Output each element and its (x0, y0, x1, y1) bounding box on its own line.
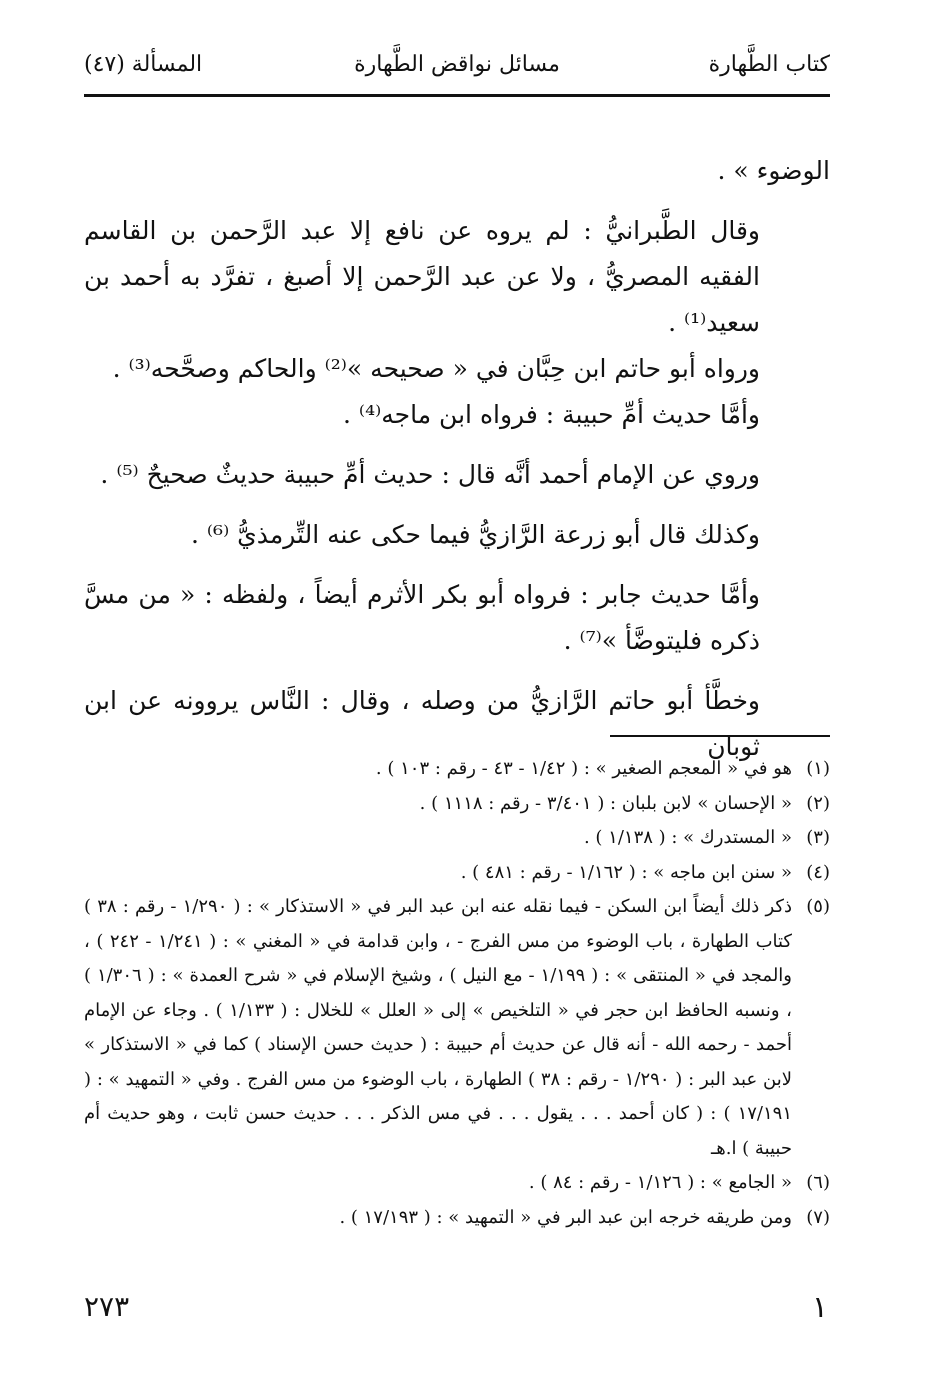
footnote (84, 752, 830, 787)
paragraph: وكذلك قال أبو زرعة الرَّازيُّ فيما حكى عنه التِّرمذيُّ ⁽⁶⁾ . (191, 520, 760, 549)
footnote (84, 890, 830, 1166)
footnote-text: ومن طريقه خرجه ابن عبد البر في « التمهيد » : ( ١٧/١٩٣ ) . (339, 1206, 792, 1228)
footnote-text: « سنن ابن ماجه » : ( ١/١٦٢ - رقم : ٤٨١ ) . (460, 861, 792, 883)
footnote-text: « الإحسان » لابن بلبان : ( ٣/٤٠١ - رقم : ١١١٨ ) . (419, 792, 792, 814)
footnote (84, 821, 830, 856)
footnote-number: (٢) (806, 792, 830, 814)
header-book-title: كتاب الطَّهارة (708, 52, 830, 77)
footnote (84, 1166, 830, 1201)
paragraph: وأمَّا حديث أمِّ حبيبة : فرواه ابن ماجه⁽⁴⁾ . (343, 400, 760, 429)
header-divider (84, 94, 830, 97)
header-chapter-title: مسائل نواقض الطَّهارة (354, 52, 560, 77)
paragraph: وقال الطَّبرانيُّ : لم يروه عن نافع إلا عبد الرَّحمن بن القاسم الفقيه المصريُّ ، ولا عن عبد الرَّحمن إلا أصبغ ، تفرَّد به أحمد بن سعيد⁽¹⁾ . (84, 216, 760, 337)
footnote (84, 787, 830, 822)
running-header (84, 52, 830, 92)
footnote-text: « المستدرك » : ( ١/١٣٨ ) . (583, 827, 792, 848)
paragraph: الوضوء » . (717, 156, 830, 185)
signature-mark: ١ (811, 1290, 828, 1325)
footnote-text: ذكر ذلك أيضاً ابن السكن - فيما نقله عنه ابن عبد البر في « الاستذكار » : ( ١/٢٩٠ - رقم : ٣٨ ) كتاب الطهارة ، باب الوضوء من مس الفرج - ، وابن قدامة في « المغني » : ( ١/٢٤١ - ٢٤٢ ) ، والمجد في « المنتقى » : ( ١/١٩٩ - مع النيل ) ، وشيخ الإسلام في « شرح العمدة » : ( ١/٣٠٦ ) ، ونسبه الحافظ ابن حجر في « التلخيص » إلى « العلل » للخلال : ( ١/١٣٣ ) . وجاء عن الإمام أحمد - رحمه الله - أنه قال عن حديث أم حبيبة : ( حديث حسن الإسناد ) كما في « الاستذكار » لابن عبد البر : ( ١/٢٩٠ - رقم : ٣٨ ) الطهارة ، باب الوضوء من مس الفرج . وفي « التمهيد » : ( ١٧/١٩١ ) : ( كان أحمد . . . يقول . . . في مس الذكر . . . حديث حسن ثابت ، وهو حديث أم حبيبة ) ا.هـ (84, 896, 793, 1159)
footnote-number: (٦) (806, 1172, 830, 1193)
page-number: ٢٧٣ (84, 1290, 130, 1323)
paragraph: وأمَّا حديث جابر : فرواه أبو بكر الأثرم أيضاً ، ولفظه : « من مسَّ ذكره فليتوضَّأ »⁽⁷⁾ . (84, 580, 760, 655)
footnotes (84, 752, 830, 1235)
footnote-number: (٧) (806, 1206, 830, 1228)
footnote-divider (610, 735, 830, 737)
header-issue-number: المسألة (٤٧) (84, 52, 203, 77)
footnote (84, 1201, 830, 1236)
paragraph: وخطَّأ أبو حاتم الرَّازيُّ من وصله ، وقال : النَّاس يروونه عن ابن ثوبان (84, 686, 760, 761)
main-text (84, 148, 830, 770)
paragraph: ورواه أبو حاتم ابن حِبَّان في « صحيحه »⁽²⁾ والحاكم وصحَّحه⁽³⁾ . (112, 354, 760, 383)
footnote-text: « الجامع » : ( ١/١٢٦ - رقم : ٨٤ ) . (528, 1172, 792, 1193)
footnote-number: (٤) (806, 861, 830, 883)
footnote-number: (١) (806, 758, 830, 779)
footnote (84, 856, 830, 891)
footnote-text: هو في « المعجم الصغير » : ( ١/٤٢ - ٤٣ - رقم : ١٠٣ ) . (375, 758, 792, 779)
paragraph: وروي عن الإمام أحمد أنَّه قال : حديث أمِّ حبيبة حديثٌ صحيحٌ ⁽⁵⁾ . (100, 460, 760, 489)
footnote-number: (٥) (806, 896, 830, 917)
footnote-number: (٣) (806, 827, 830, 848)
